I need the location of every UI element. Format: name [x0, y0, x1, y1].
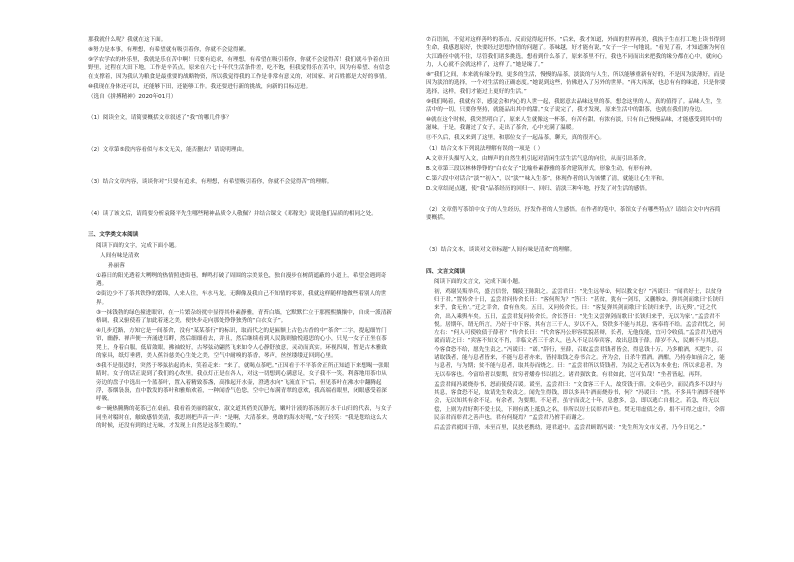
question-4: （4）读了该文后，请简要分析袁隆平先生哪些精神品质令人敬佩？并结合课文《邓稼先》说说他们品质的相同之处。: [88, 211, 377, 218]
story-paragraph: ④几步近路，方知它是一间茶舍，没有“某某茶行”的标识，取而代之的是匾额上古色古香的中“茶舍”二字，提起细竹门帘，幽静、禅声便一齐涌进耳畔，然后细细看去，并且，然后继续看到人民陈则愉悦遐思的心小，只见一女子正坐在茶凳上，身着白服，低眉敛眼，拂袖姣好，古琴弦动翩然飞来如令人心静舒放意，灵动而真实。环视四周，暂是古木雅致的家具，纸灯垂碧，美人蕉谷慈美心生处之美，空气中耐嗅的茶香，琴声，丝丝缕缕迂回到心里。: [96, 327, 387, 359]
right-column: [426, 36, 726, 434]
reading-paragraph: ⑩我现在身体还可以，还能够下田，还能够工作。我还要进行新的挑战，向新的目标迈进。: [88, 83, 312, 90]
question-story-2: （2）文章借写茶馆中女子的人生经历，抒发作者的人生感悟。在作者的笔中，茶馆女子有哪些特点？请结合文中内容简要概括。: [426, 207, 721, 222]
story-paragraph: ⑧“我们之间，本来就有缘分的，更多的生活，慢慢的品茶，淡淡的与人生，所以能够重新有好的，不是因为淡薄好，而是因为淡泊的选择，一个对生活的正确态度。”她说到这些，仿佛进入了另外的世界。“再大再深，也总有有的味道，只是你要选择，这样，我们才能过上更好的生活。”: [426, 71, 726, 95]
story-paragraph: ②街边少不了茶其铁铮的繁锦，人来人往，车水马龙，无聊像及我自己不知情的零景，我就这样随样地做些着别人的世界。: [96, 291, 387, 306]
option-a: A.文章开头描写入文，由蝉声的自然生机引起对清闲生活生活气息的向往，从而引出茶舍。: [426, 155, 650, 162]
story-paragraph: ③一抹钱勃的绿色撞进眼帘，在一片繁杂纷扰中显得其朴素静雅，青苔白墙，它默默伫立于那熙熙攘攘中，自成一派清新格调，我又驱使着了加此着迷之美，便快步走向那处铮铮独秀的“白衣女子”。: [96, 309, 392, 324]
story-title: 人间有味是清欢: [100, 252, 140, 259]
story-paragraph: ⑦百语间，不觉对这样善吟的茶点，反而觉得起开怀。“后来，我才知道，外面的世界再美，我执于生在打工地上读书得到生命，我感恩原好，快要经过思想作情的问题了。茶味越，好才能有说，”女子一字一句地说。“看见了着，才知道渐为何在大江路径中就不住，尽管我们诸多挑选，想看到什么茶了，原来茶里不行，我也不同而出来把我的缘分都在心中，就向心力，人心就不会就这样了，这样了。”她是缘了。”: [426, 37, 726, 68]
reading-paragraph: ⑨学农学农的朴乐里，我就是乐在苦中啊！只要有追求，有理想，有希望在吸引着你，你就不会觉得苦！我们就斗争着在田野里，过程在大田下地，工作是辛苦点，原来在六七十年代生活条件差，吃不饱，但我觉得乐在苦中，因为有希望、有信念在支撑着，因为我认为粮食是最重要的战略物资，所以我觉得我的工作是非常有意义的，对国家、对百姓都是大好的事情。: [88, 57, 391, 80]
reading-intro: 阅读下面的文字，完成下面小题。: [96, 242, 180, 249]
source-note: （选自《拼搏精神》2020年01月）: [88, 93, 177, 100]
option-d: D.文章结尾点题，使“我”品茶经历的回归一、回归、清淡三种年地，抒发了对生活的感悟。: [426, 185, 651, 192]
story-paragraph: ⑤我不是很适时，突然于琴弦拈起尚未，笑着走来：“来了，就喝点茶吧。”正因看于不平茶舍正所正知道下来想喝一张眼睛时。女子的话正说到了我们的心坎里，我点灯正是在各人，对这一切想到心满意足，女子我不一笑，利落地用茶巾从旁边的盘子中选出一个蓝茶叶，置入着精致茶盏，高推起开水壶，澄透水向“飞流直下”后，但见茶叶在沸水中翻腾起浮，茶烟袅袅，直中散发的茶叶和雅贻欢着，一种闻香气色您，空中已布满青翠的意欢，我高端看眼里，闭眼感受着深呼吸。: [96, 362, 390, 403]
story-author: 孙丽蓉: [108, 262, 125, 269]
story-paragraph: ⑩就在这个时候，我突然明白了，原来人生就像这一杯茶，有苦有甜，有浓有淡，只有自己慢慢品味，才能感受到其中的滋味。于是，我谢过了女子，走出了茶舍，心中充满了温暖。: [426, 117, 722, 132]
section-title-classical: 四、文言文阅读: [426, 268, 466, 275]
question-2: （2）文章第⑤段内容看似与本文无关，能否删去？请说明理由。: [88, 147, 248, 154]
classical-paragraph: 孟尝君闻冯谖烧券书，怒而使使召谖。谖至，孟尝君曰：“文食客三千人，故贷钱于薛。文奉邑少，而民尚多不以时与其息，客食恐不足，故请先生收责之。闻先生得钱，即以多具牛酒而烧券书，何？”冯谖曰：“然。不多具牛酒即不能毕会，无以知其有余不足。有余者，为要期。不足者，虽守而责之十年，息愈多，急，即以逃亡自捐之。若急，终无以偿，上则为君好利不爱士民，下则有离上抵负之名，非所以厉士民彰君声也。焚无用虚债之券，捐不可得之虚计，令薛民亲君而彰君之善声也，君有何疑焉？”孟尝君乃拊手而谢之。: [434, 381, 726, 421]
classical-intro: 阅读下面的文言文，完成下面小题。: [434, 278, 524, 285]
reading-paragraph: 那我就什么呢？我就在这下面。: [88, 37, 167, 43]
left-column: [88, 36, 392, 432]
section-title-literary: 三、文学类文本阅读: [88, 232, 139, 239]
story-paragraph: ⑥一碗热腾腾的花茶已在桌前，我看着美丽的淑女，淑文道其俏美沉静光，嫩叶汁液的茶汤润万水千山归的代表，与女子同坐对啜时在，触致感悟美清，我思则把声音一声：“是啊，大清茶来。勇敢的海水好呢，”女子轻笑：“我是您给这么大的时候，还没有到的过无味，才发现上自然是这茶生暖的。”: [96, 406, 392, 429]
classical-paragraph: 后孟尝君就国于薛，未至百里，民扶老携幼，迎君道中。孟尝君顾谓冯谖：“先生所为文市义者，乃今日见之。”: [434, 425, 706, 432]
option-c: C.第六段中对话合“淡”“初入”，以“淡”“味入生茶”，体现作者的认为该懂了清，就能让心生平和。: [426, 175, 668, 182]
question-story-3: （3）结合文本，谈谈对文章标题“人间有味是清欢”的理解。: [426, 247, 576, 254]
classical-paragraph: 初，鸡谢吴叛举兵，盛言信誉，魏陵王陈阳之。孟尝君曰：“先生远辱①，何以教文也？”冯谖曰：“闻君好士，以贫身归于君。”置传舍十日，孟尝君问传舍长曰：“客何所为？”答曰：“甚贫，犹有一剑耳，又蒯缑②。弹其剑而歌曰‘长铗归来乎，食无鱼’。”迁之幸舍，食有鱼矣。五日，又问传舍长。曰：“客复弹其剑而歌曰‘长铗归来乎，出无舆’。”迁之代舍，出入乘舆车矣。五日，孟尝君复问传舍长。舍长答曰：“先生又尝弹剑而歌曰‘长铗归来乎，无以为家’。”孟尝君不悦。居期年，谓无所言，乃好于中下客，其有言三千人，岁以不入，贷铁多不能与其息，客奉将不给。孟尝君忧之，问左右：“何人可使收债于薛者？”传舍长曰：“代舍客冯公形容状貌甚辩，长者，无他伎能，宜可令收债。”孟尝君乃进冯谖而请之曰：“宾客不知文不肖，幸临文者三千余人，邑入不足以奉宾客，故出息钱于薛。薛岁不入，民颇不与其息。今客食恐不给，愿先生责之。”冯谖曰：“诺。”辞行，至薛，召取孟尝君钱者皆会，得息钱十万。乃多酿酒，买肥牛，召诸取钱者，能与息者皆来，不能与息者亦来，皆持取钱之券书合之。齐为会，日杀牛置酒。酒酣，乃持券如前合之，能与息者，与为期；贫不能与息者，取其券而烧之。曰：“孟尝君所以贷钱者，为民之无者以为本业也；所以求息者，为无以奉客也。今富给者以要期，贫穷者燔券书以捐之。诸君强饮食。有君如此，岂可负哉！”坐者皆起，再拜。: [434, 288, 725, 378]
question-choice: （1）结合文本下列说法理解有误的一项是（ ）: [426, 145, 544, 152]
story-paragraph: ①暮日的阳光透着大咧咧的热情照进街巷，蝉鸣打破了周围的宗美景色，独自漫步在树荫遮蔽的小道上，希望会遇到奇遇。: [96, 272, 387, 288]
question-1: （1）阅读全文，请简要概括文章叙述了“我”的哪几件事？: [88, 115, 232, 122]
story-paragraph: ⑪不久后，我又来到了这里，和那位女子一起品茶，聊天，真的很开心。: [426, 135, 606, 142]
question-3: （3）结合文章内容，谈谈你对“只要有追求，有理想，有希望吸引着你，你就不会觉得苦”的理解。: [88, 179, 333, 186]
reading-paragraph: ⑧努力是本事，有理想，有希望就有吸引着你，你就不会觉得累。: [88, 47, 250, 54]
story-paragraph: ⑨我们喝着，我就有幸，感觉会和内心的人世一起，我愿意去品味这里的茶，想念这里的人，真的值得了。品味人生，生活中的一切，只要你坚持，就能品出其中的甜。”女子说完了，我才发现，原来生活中的甜茶，也就在我们的身边。: [426, 98, 722, 113]
option-b: B.文章第三段以林林铮铮的“白衣女子”比喻朴素静雅的茶舍建筑形式，形象生动，有形有神。: [426, 165, 656, 172]
